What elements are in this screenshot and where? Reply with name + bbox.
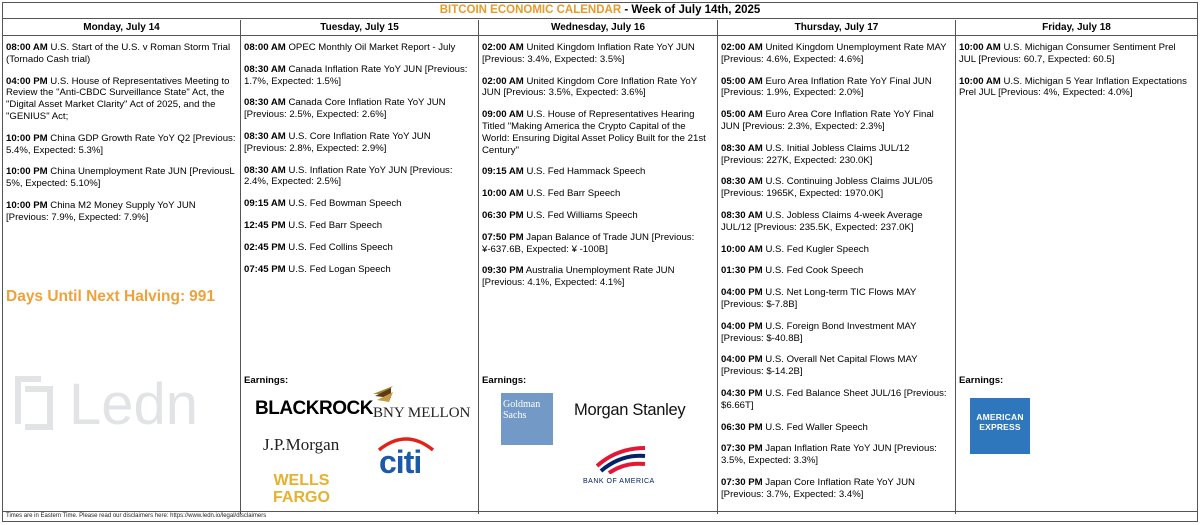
event-time: 04:00 PM: [721, 287, 763, 299]
event-description: U.S. House of Representatives Hearing Titled "Making America the Crypto Capital of the World: Ensuring Digital Asset Policy Built for the 21st Century": [482, 109, 706, 156]
event-item: [244, 97, 474, 121]
wells-fargo-line-2: FARGO: [273, 489, 330, 506]
event-time: 10:00 AM: [959, 42, 1001, 53]
event-list: [956, 36, 1197, 99]
event-description: U.S. House of Representatives Meeting to Review the "Anti-CBDC Surveillance State" Act, the "Digital Asset Market Clarity" Act of 2025, and the "GENIUS" Act;: [6, 75, 230, 122]
event-description: Australia Unemployment Rate JUN [Previous: 4.1%, Expected: 4.1%]: [482, 265, 675, 289]
event-item: [6, 42, 236, 66]
event-time: 07:30 PM: [721, 476, 763, 488]
event-item: [721, 321, 951, 345]
event-item: [721, 443, 951, 467]
event-time: 09:15 AM: [482, 166, 524, 178]
event-time: 02:00 AM: [482, 75, 524, 87]
event-time: 05:00 AM: [721, 75, 763, 87]
event-time: 10:00 PM: [6, 166, 48, 178]
event-time: 09:15 AM: [244, 198, 286, 210]
event-time: 02:00 AM: [721, 42, 763, 53]
event-item: [482, 265, 713, 289]
event-item: [6, 166, 236, 190]
day-header: Tuesday, July 15: [241, 20, 478, 36]
event-item: [6, 133, 236, 157]
event-item: [959, 76, 1193, 100]
event-description: Canada Core Inflation Rate YoY JUN [Previous: 2.5%, Expected: 2.6%]: [244, 97, 446, 121]
event-description: U.S. Fed Waller Speech: [765, 421, 868, 433]
event-description: Japan Inflation Rate YoY JUN [Previous: 3.5%, Expected: 3.3%]: [721, 443, 937, 467]
event-time: 08:30 AM: [721, 176, 763, 188]
event-description: United Kingdom Core Inflation Rate YoY JUN [Previous: 3.5%, Expected: 3.6%]: [482, 75, 697, 99]
event-description: Japan Balance of Trade JUN [Previous: ¥-637.6B, Expected: ¥ -100B]: [482, 231, 695, 255]
event-time: 08:30 AM: [244, 164, 286, 176]
day-column-monday: [3, 20, 241, 514]
event-description: China Unemployment Rate JUN [PreviousL 5%, Expected: 5.10%]: [6, 166, 235, 190]
event-time: 02:45 PM: [244, 241, 286, 253]
event-description: U.S. Inflation Rate YoY JUN [Previous: 2.4%, Expected: 2.5%]: [244, 164, 453, 188]
event-time: 10:00 PM: [6, 132, 48, 144]
event-description: U.S. Fed Collins Speech: [288, 241, 393, 253]
bank-of-america-flag-icon: [595, 444, 647, 474]
event-description: U.S. Initial Jobless Claims JUL/12 [Previous: 227K, Expected: 230.0K]: [721, 142, 910, 166]
event-item: [482, 166, 713, 178]
event-time: 02:00 AM: [482, 42, 524, 53]
event-description: U.S. Fed Barr Speech: [526, 188, 621, 200]
event-item: [482, 210, 713, 222]
day-header: Wednesday, July 16: [479, 20, 717, 36]
blackrock-logo: BLACKROCK: [255, 398, 373, 419]
event-description: OPEC Monthly Oil Market Report - July: [288, 42, 456, 53]
day-header: Friday, July 18: [956, 20, 1197, 36]
event-item: [721, 265, 951, 277]
event-time: 08:30 AM: [721, 209, 763, 221]
event-time: 04:00 PM: [6, 75, 48, 87]
earnings-label: Earnings:: [959, 375, 1004, 386]
day-header: Monday, July 14: [3, 20, 240, 36]
event-item: [721, 210, 951, 234]
event-description: U.S. Core Inflation Rate YoY JUN [Previous: 2.8%, Expected: 2.9%]: [244, 130, 431, 154]
calendar-title-week: - Week of July 14th, 2025: [621, 4, 761, 16]
event-description: U.S. Fed Balance Sheet JUL/16 [Previous: $6.66T]: [721, 387, 947, 411]
event-item: [482, 188, 713, 200]
american-express-logo: [970, 398, 1030, 454]
event-item: [244, 64, 474, 88]
event-item: [721, 422, 951, 434]
event-time: 08:30 AM: [244, 63, 286, 75]
event-description: Euro Area Core Inflation Rate YoY Final JUN [Previous: 2.3%, Expected: 2.3%]: [721, 109, 934, 132]
day-columns: [3, 20, 1197, 514]
event-description: United Kingdom Unemployment Rate MAY [Previous: 4.6%, Expected: 4.6%]: [721, 42, 947, 65]
event-item: [482, 76, 713, 100]
amex-line-1: AMERICAN: [976, 412, 1024, 422]
wells-fargo-logo: [273, 472, 330, 506]
event-item: [721, 42, 951, 66]
event-description: U.S. Fed Hammack Speech: [526, 166, 646, 178]
event-description: U.S. Fed Bowman Speech: [288, 198, 402, 210]
event-description: U.S. Fed Barr Speech: [288, 219, 383, 231]
event-item: [482, 109, 713, 156]
event-description: Canada Inflation Rate YoY JUN [Previous: 1.7%, Expected: 1.5%]: [244, 63, 468, 87]
halving-label: Days Until Next Halving:: [6, 288, 186, 305]
jpmorgan-logo: J.P.Morgan: [263, 435, 340, 454]
event-item: [721, 477, 951, 501]
day-column-thursday: [718, 20, 956, 514]
calendar-title-accent: BITCOIN ECONOMIC CALENDAR: [439, 4, 622, 16]
earnings-label: Earnings:: [244, 375, 289, 386]
event-time: 08:00 AM: [244, 42, 286, 53]
event-item: [244, 42, 474, 54]
event-time: 12:45 PM: [244, 219, 286, 231]
event-list: [718, 36, 955, 501]
event-time: 10:00 PM: [6, 199, 48, 211]
event-item: [482, 232, 713, 256]
event-description: U.S. Fed Logan Speech: [288, 263, 391, 275]
calendar-frame: [2, 2, 1198, 522]
event-item: [6, 200, 236, 224]
event-description: U.S. Fed Cook Speech: [765, 265, 864, 277]
event-item: [244, 220, 474, 232]
event-time: 06:30 PM: [482, 209, 524, 221]
calendar-title: [3, 3, 1197, 19]
event-item: [721, 388, 951, 412]
day-column-tuesday: [241, 20, 479, 514]
event-description: U.S. Fed Williams Speech: [526, 209, 638, 221]
event-list: [479, 36, 717, 289]
event-time: 09:30 PM: [482, 265, 524, 277]
event-description: China M2 Money Supply YoY JUN [Previous: 7.9%, Expected: 7.9%]: [6, 199, 196, 223]
event-item: [721, 143, 951, 167]
event-list: [3, 36, 240, 224]
citi-logo: citi: [379, 444, 422, 480]
event-time: 05:00 AM: [721, 109, 763, 121]
event-item: [244, 198, 474, 210]
halving-countdown: [6, 288, 215, 306]
day-column-wednesday: [479, 20, 718, 514]
event-item: [482, 42, 713, 66]
event-time: 08:00 AM: [6, 42, 48, 53]
event-item: [244, 131, 474, 155]
event-item: [244, 264, 474, 276]
event-item: [721, 176, 951, 200]
day-header: Thursday, July 17: [718, 20, 955, 36]
event-item: [6, 76, 236, 123]
event-item: [244, 165, 474, 189]
day-column-friday: [956, 20, 1197, 514]
event-item: [959, 42, 1193, 66]
event-time: 09:00 AM: [482, 109, 524, 121]
event-description: U.S. Michigan 5 Year Inflation Expectations Prel JUL [Previous: 4%, Expected: 4.0%]: [959, 75, 1187, 99]
event-time: 01:30 PM: [721, 265, 763, 277]
event-description: United Kingdom Inflation Rate YoY JUN [Previous: 3.4%, Expected: 3.5%]: [482, 42, 695, 65]
wells-fargo-line-1: WELLS: [273, 472, 330, 489]
event-time: 04:00 PM: [721, 320, 763, 332]
bny-mellon-logo: BNY MELLON: [373, 405, 471, 421]
goldman-sachs-logo: [501, 393, 553, 445]
goldman-line-1: Goldman: [503, 399, 541, 410]
event-item: [721, 287, 951, 311]
event-time: 04:30 PM: [721, 387, 763, 399]
bny-mellon-mark-icon: [371, 384, 395, 406]
event-description: U.S. Michigan Consumer Sentiment Prel JUL [Previous: 60.7, Expected: 60.5]: [959, 42, 1176, 65]
event-time: 06:30 PM: [721, 421, 763, 433]
ledn-watermark-logo: [11, 368, 239, 438]
event-time: 08:30 AM: [244, 130, 286, 142]
event-description: U.S. Continuing Jobless Claims JUL/05 [Previous: 1965K, Expected: 1970.0K]: [721, 176, 933, 200]
morgan-stanley-logo: Morgan Stanley: [574, 401, 686, 419]
event-time: 08:30 AM: [721, 142, 763, 154]
event-item: [721, 76, 951, 100]
event-description: U.S. Fed Kugler Speech: [765, 243, 869, 255]
ledn-watermark-text: Ledn: [69, 372, 199, 437]
event-description: China GDP Growth Rate YoY Q2 [Previous: 5.4%, Expected: 5.3%]: [6, 132, 236, 156]
earnings-label: Earnings:: [482, 375, 527, 386]
event-description: U.S. Net Long-term TIC Flows MAY [Previous: $-7.8B]: [721, 287, 917, 310]
event-description: U.S. Start of the U.S. v Roman Storm Trial (Tornado Cash trial): [6, 42, 231, 65]
bank-of-america-logo: BANK OF AMERICA: [583, 478, 655, 485]
event-time: 07:45 PM: [244, 263, 286, 275]
event-time: 07:50 PM: [482, 231, 524, 243]
event-item: [721, 244, 951, 256]
event-description: U.S. Overall Net Capital Flows MAY [Previous: $-14.2B]: [721, 354, 918, 378]
event-item: [721, 109, 951, 133]
event-item: [721, 354, 951, 378]
amex-line-2: EXPRESS: [979, 422, 1021, 432]
event-time: 10:00 AM: [959, 75, 1001, 87]
event-time: 10:00 AM: [721, 243, 763, 255]
event-description: Euro Area Inflation Rate YoY Final JUN [Previous: 1.9%, Expected: 2.0%]: [721, 75, 932, 99]
event-time: 07:30 PM: [721, 443, 763, 455]
event-description: U.S. Foreign Bond Investment MAY [Previous: $-40.8B]: [721, 320, 917, 344]
event-time: 04:00 PM: [721, 354, 763, 366]
event-item: [244, 242, 474, 254]
disclaimer-footer: Times are in Eastern Time. Please read our disclaimers here: https://www.ledn.io/legal/disclaimers: [3, 511, 1197, 521]
goldman-line-2: Sachs: [503, 410, 527, 421]
event-time: 08:30 AM: [244, 97, 286, 109]
event-description: U.S. Jobless Claims 4-week Average JUL/12 [Previous: 235.5K, Expected: 237.0K]: [721, 209, 923, 233]
halving-value: 991: [189, 288, 216, 305]
event-time: 10:00 AM: [482, 188, 524, 200]
event-list: [241, 36, 478, 275]
event-description: Japan Core Inflation Rate YoY JUN [Previous: 3.7%, Expected: 3.4%]: [721, 476, 915, 500]
